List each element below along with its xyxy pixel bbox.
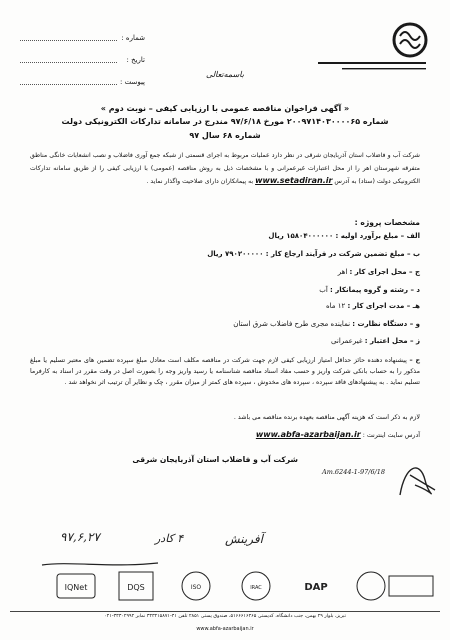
- spec-label: الف – مبلغ برآورد اولیه :: [335, 232, 420, 240]
- number-label: شماره :: [121, 34, 145, 42]
- date-field: [20, 62, 117, 63]
- spec-item-location: [30, 268, 420, 276]
- spec-value: پیشنهاده دهنده حائز حداقل امتیاز ارزیابی کیفی لازم جهت شرکت در مناقصه مکلف است معادل مبلغ سپرده تضمین های معتبر تسلیم یا مبلغ مذکور را به حساب بانکی شرکت واریز و حسب مفاد اسناد مناقصه شناسنامه یا رسید واریز وجه را بصورت اصل در وقت مقرر در اسناد به کارفرما تسلیم نماید . به پیشنهادهای فاقد سپرده ، سپرده های مخدوش ، سپرده های کمتر از میزان مقرر ، چک و نظایر آن ترتیب اثر نخواهد شد .: [30, 357, 420, 386]
- announcement-number: شماره ۲۰۰۹۷۱۴۰۳۰۰۰۰۶۵ مورخ ۹۷/۶/۱۸ مندرج در سامانه تدارکات الکترونیکی دولت: [61, 117, 389, 126]
- setad-link[interactable]: www.setadiran.ir: [255, 176, 333, 185]
- handwritten-note: ۴ کادر: [155, 532, 184, 545]
- svg-text:IQNet: IQNet: [64, 583, 88, 592]
- spec-item-estimate: [30, 232, 420, 240]
- reference-number: Am.6244-1-97/6/18: [322, 468, 386, 476]
- svg-text:DAP: DAP: [304, 582, 328, 593]
- specs-heading: مشخصات پروژه :: [354, 218, 420, 227]
- letter-meta: [20, 30, 145, 96]
- spec-value: ۱۵۸۰۴۰۰۰۰۰۰ ریال: [268, 232, 334, 240]
- dqs-logo: [115, 568, 157, 604]
- attachment-row: [20, 74, 145, 96]
- spec-value: ۱۲ ماه: [325, 302, 346, 310]
- website-line: [30, 430, 420, 439]
- iqnet-logo: [55, 568, 97, 604]
- iso-standards-badge: [355, 568, 435, 604]
- spec-item-duration: [30, 302, 420, 310]
- svg-text:IRAC: IRAC: [250, 585, 262, 591]
- spec-label: ح –: [409, 357, 420, 364]
- footer-address: تبریز، بلوار ۲۹ بهمن، جنب دانشگاه، کدپستی ۵۱۶۶۶۱۶۴۶۵، صندوق پستی ۲۸۵۱ تلفن ۴۱-۳۳۳۴۱۵۸۷۱ نمابر ۳۳۳۰۲۹۹۲-۰۴۱: [104, 614, 346, 619]
- spec-value: نماینده مجری طرح فاضلاب شرق استان: [233, 320, 351, 328]
- handwritten-date: ۹۷,۶,۲۷: [60, 530, 100, 544]
- spec-label: و – دستگاه نظارت :: [352, 320, 420, 328]
- spec-value: ۷۹۰۲۰۰۰۰۰ ریال: [207, 250, 264, 258]
- footer-divider: [10, 611, 440, 612]
- irac-logo: [235, 568, 277, 604]
- spec-label: د – رشته و گروه پیمانکار :: [330, 286, 420, 294]
- number-row: [20, 30, 145, 52]
- spec-label: هـ – مدت اجرای کار :: [347, 302, 420, 310]
- spec-item-deposit-terms: [30, 355, 420, 388]
- basmala: باسمه‌تعالی: [206, 70, 244, 79]
- intro-tail: به پیمانکاران دارای صلاحیت واگذار نماید .: [146, 178, 254, 185]
- website-link[interactable]: www.abfa-azarbaijan.ir: [255, 430, 361, 439]
- intro-paragraph: [30, 150, 420, 189]
- handwritten-underline: [40, 560, 160, 568]
- spec-value: اهر: [337, 268, 348, 276]
- spec-item-supervision: [30, 320, 420, 328]
- svg-text:ISO: ISO: [190, 584, 202, 591]
- handwritten-note: آفرینش: [225, 532, 263, 546]
- spec-label: ب – مبلغ تضمین شرکت در فرآیند ارجاع کار :: [265, 250, 420, 258]
- handwritten-signature: [395, 455, 445, 505]
- date-label: تاریخ :: [126, 56, 145, 64]
- spec-value: غیرعمرانی: [331, 337, 363, 345]
- spec-item-contractor-field: [30, 286, 420, 294]
- number-field: [20, 40, 117, 41]
- spec-label: ج – محل اجرای کار :: [349, 268, 420, 276]
- spec-item-funding: [30, 337, 420, 345]
- website-label: آدرس سایت اینترنت :: [362, 432, 420, 439]
- attachment-label: پیوست :: [120, 78, 145, 86]
- company-logo: [312, 18, 432, 86]
- cost-footnote: لازم به ذکر است که هزینه آگهی مناقصه بعهده برنده مناقصه می باشد .: [233, 414, 420, 421]
- spec-label: ز – محل اعتبار :: [364, 337, 420, 345]
- intro-text: شرکت آب و فاضلاب استان آذربایجان شرقی در نظر دارد عملیات مربوط به اجرای قسمتی از شبکه جمع آوری فاضلاب و نصب انشعابات خانگی مناطق متفرقه شهرستان اهر را از محل اعتبارات غیرعمرانی و با مشخصات ذیل به روش مناقصه (عمومی) با ارزیابی کیفی را از طریق سامانه تدارکات الکترونیکی دولت (ستاد) به آدرس: [30, 152, 420, 185]
- footer-website[interactable]: www.abfa-azarbaijan.ir: [196, 626, 254, 632]
- certification-logos: [55, 568, 440, 610]
- announcement-title: « آگهی فراخوان مناقصه عمومی با ارزیابی کیفی – نوبت دوم »: [100, 104, 350, 113]
- dap-logo: [295, 568, 337, 604]
- date-row: [20, 52, 145, 74]
- iso-logo: [175, 568, 217, 604]
- spec-item-guarantee: [30, 250, 420, 258]
- svg-text:DQS: DQS: [127, 583, 145, 592]
- attachment-field: [20, 84, 117, 85]
- signature-organization: شرکت آب و فاضلاب استان آذربایجان شرقی: [132, 455, 298, 464]
- spec-value: آب: [319, 286, 328, 294]
- announcement-serial: شماره ۶۸ سال ۹۷: [189, 131, 261, 140]
